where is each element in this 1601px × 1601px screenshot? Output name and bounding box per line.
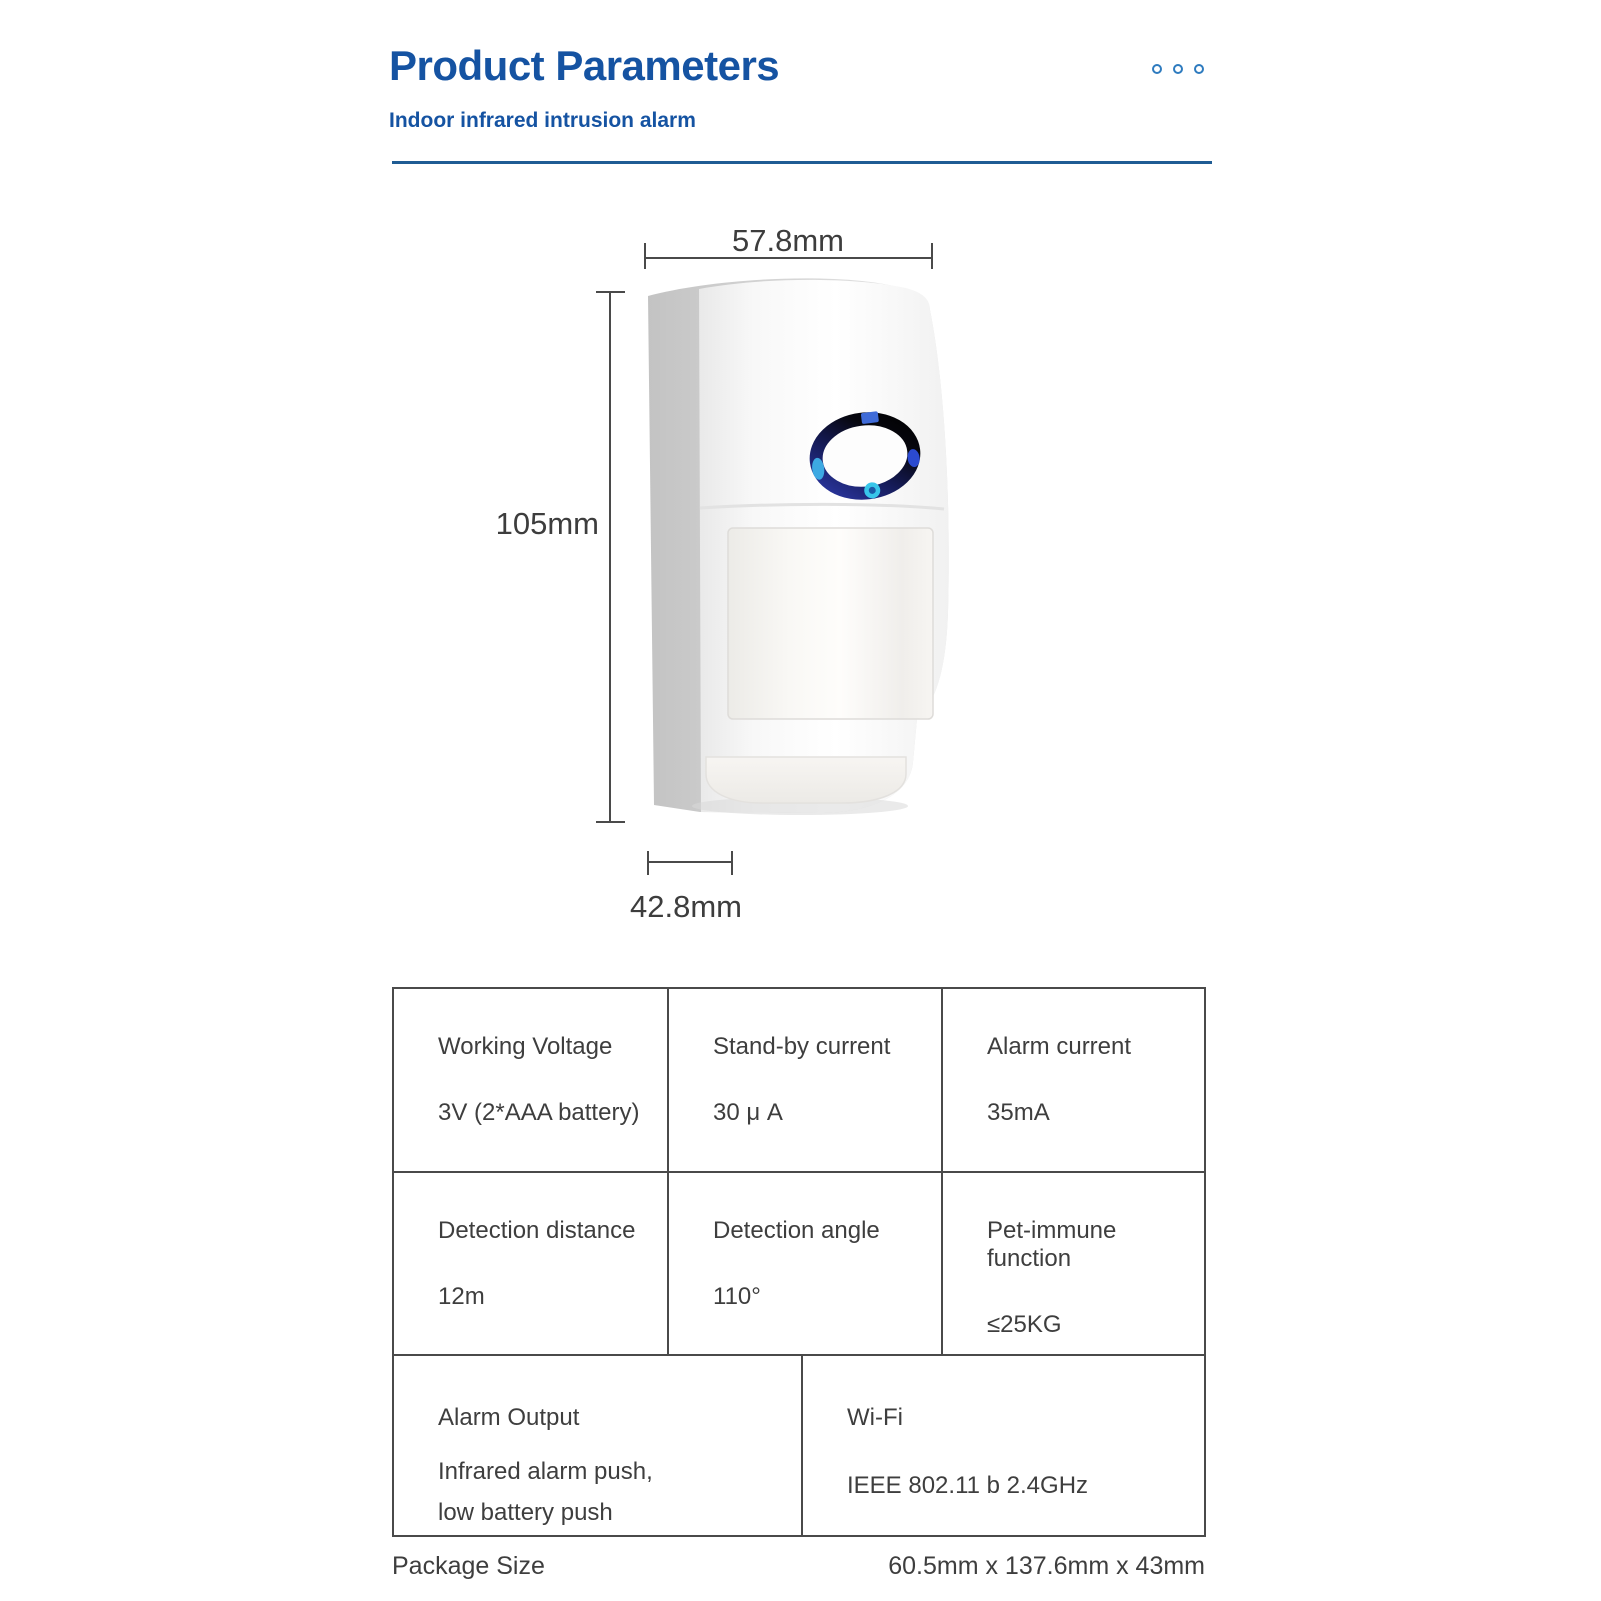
- dimension-bottom-width: [630, 851, 742, 924]
- spec-value: Infrared alarm push,: [438, 1458, 653, 1485]
- carousel-dot-icon: [1173, 64, 1183, 74]
- spec-label: Detection angle: [713, 1217, 880, 1244]
- carousel-dot-icon: [1152, 64, 1162, 74]
- spec-cell-working-voltage: [394, 989, 669, 1171]
- dimension-left-height-label: 105mm: [495, 506, 599, 541]
- table-row: [394, 1173, 1204, 1356]
- package-size-value: 60.5mm x 137.6mm x 43mm: [888, 1552, 1205, 1580]
- package-size-label: Package Size: [392, 1552, 545, 1580]
- product-dimension-figure: [430, 215, 990, 960]
- spec-value: ≤25KG: [987, 1311, 1062, 1338]
- spec-label: Wi-Fi: [847, 1404, 903, 1431]
- spec-label: Detection distance: [438, 1217, 636, 1244]
- page-title: Product Parameters: [389, 42, 780, 89]
- spec-table: [392, 987, 1206, 1537]
- spec-cell-detection-distance: [394, 1173, 669, 1354]
- carousel-dots: [1152, 64, 1204, 74]
- dimension-top-width: [645, 223, 932, 269]
- spec-label: Working Voltage: [438, 1033, 613, 1060]
- spec-value: 3V (2*AAA battery): [438, 1099, 640, 1126]
- sensor-lens-window: [728, 528, 933, 719]
- carousel-dot-icon: [1194, 64, 1204, 74]
- package-size-row: [392, 1552, 1205, 1581]
- spec-cell-detection-angle: [669, 1173, 943, 1354]
- spec-value: 110°: [713, 1283, 761, 1310]
- spec-cell-alarm-current: [943, 989, 1204, 1171]
- spec-label: Pet-immune function: [987, 1217, 1117, 1272]
- spec-cell-standby-current: [669, 989, 943, 1171]
- spec-value: low battery push: [438, 1499, 613, 1526]
- spec-value: IEEE 802.11 b 2.4GHz: [847, 1472, 1089, 1499]
- spec-cell-wifi: [803, 1356, 1204, 1535]
- spec-label: Alarm Output: [438, 1404, 580, 1431]
- dimension-bottom-width-label: 42.8mm: [630, 889, 742, 924]
- dimension-left-height: [496, 292, 625, 822]
- pir-sensor-image: [648, 278, 949, 815]
- dimension-top-width-label: 57.8mm: [732, 223, 844, 258]
- sensor-bottom-window: [706, 757, 906, 803]
- spec-value: 35mA: [987, 1099, 1050, 1126]
- table-row: [394, 989, 1204, 1173]
- spec-value: 30 μ A: [713, 1099, 783, 1126]
- spec-cell-pet-immune: [943, 1173, 1204, 1354]
- table-row: [394, 1356, 1204, 1535]
- spec-label: Alarm current: [987, 1033, 1132, 1060]
- page-subtitle: Indoor infrared intrusion alarm: [389, 109, 696, 132]
- spec-value: 12m: [438, 1283, 485, 1310]
- spec-cell-alarm-output: [394, 1356, 803, 1535]
- spec-label: Stand-by current: [713, 1033, 891, 1060]
- header-divider-line: [392, 161, 1212, 164]
